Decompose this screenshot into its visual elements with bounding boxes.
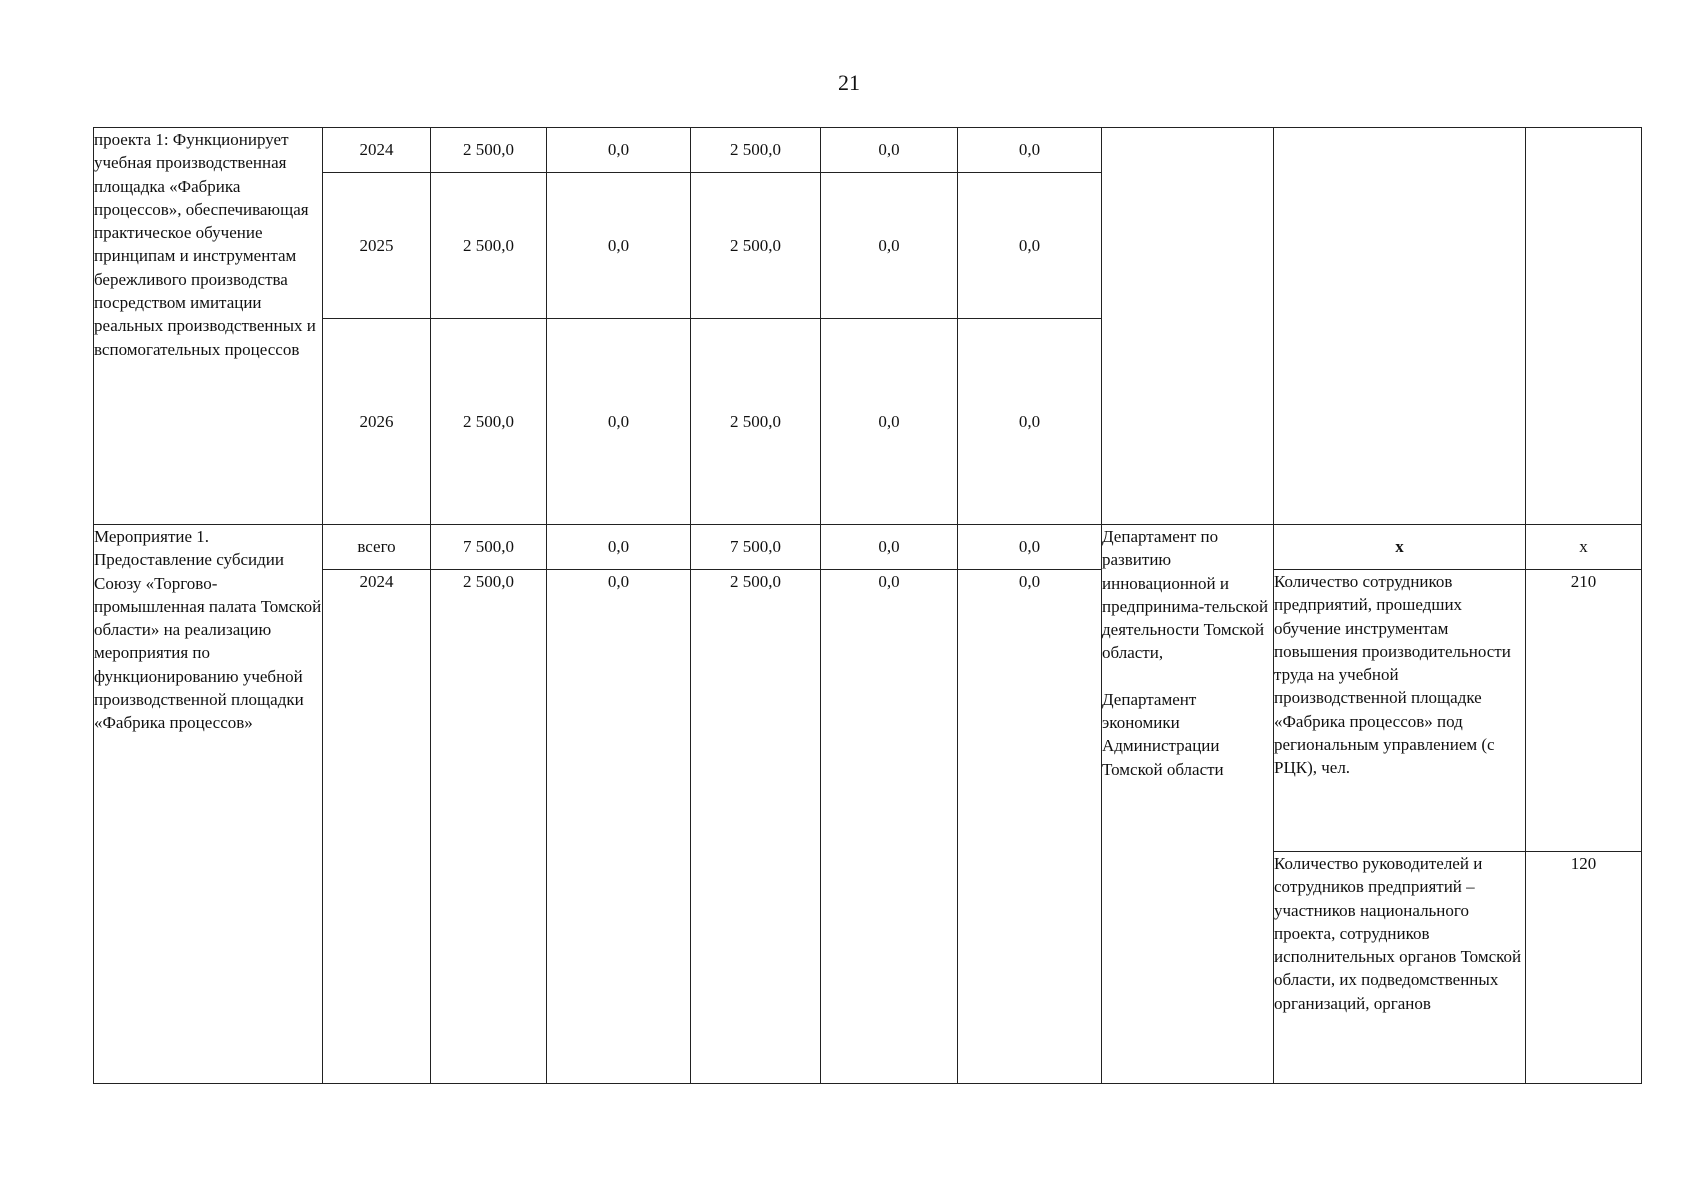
- year-cell: всего: [323, 525, 431, 570]
- total-indicator-value-cell: x: [1526, 525, 1642, 570]
- responsible-department-1: Департамент по развитию инновационной и предпринима-тельской деятельности Томской области,: [1102, 527, 1269, 663]
- year-cell: 2024: [323, 128, 431, 173]
- value-cell: 0,0: [958, 525, 1102, 570]
- value-cell: 0,0: [821, 128, 958, 173]
- project-description: проекта 1: Функционирует учебная производственная площадка «Фабрика процессов», обеспечивающая практическое обучение принципам и инструментам бережливого производства посредством имитации реальных производственных и вспомогательных процессов: [94, 130, 316, 359]
- empty-cell: [1526, 128, 1642, 525]
- value-cell: 2 500,0: [431, 319, 547, 525]
- value-cell: 0,0: [958, 570, 1102, 1084]
- value-cell: 0,0: [547, 173, 691, 319]
- value-cell: 7 500,0: [431, 525, 547, 570]
- value-cell: 0,0: [547, 525, 691, 570]
- value-cell: 0,0: [958, 319, 1102, 525]
- value-cell: 0,0: [547, 570, 691, 1084]
- year-cell: 2025: [323, 173, 431, 319]
- table-row: [94, 570, 1642, 852]
- empty-cell: [1274, 128, 1526, 525]
- value-cell: 2 500,0: [691, 319, 821, 525]
- year-cell: 2026: [323, 319, 431, 525]
- value-cell: 2 500,0: [691, 173, 821, 319]
- value-cell: 7 500,0: [691, 525, 821, 570]
- value-cell: 0,0: [821, 570, 958, 1084]
- indicator-name-cell: Количество руководителей и сотрудников предприятий – участников национального проекта, сотрудников исполнительных органов Томской области, их подведомственных организаций, органов: [1274, 852, 1526, 1084]
- value-cell: 2 500,0: [431, 128, 547, 173]
- measure-description: Мероприятие 1. Предоставление субсидии Союзу «Торгово-промышленная палата Томской области» на реализацию мероприятия по функционированию учебной производственной площадки «Фабрика процессов»: [94, 527, 322, 733]
- measure-description-cell: [94, 525, 323, 1084]
- value-cell: 0,0: [821, 525, 958, 570]
- responsible-department-2: Департамент экономики Администрации Томской области: [1102, 689, 1224, 779]
- responsible-departments-cell: [1102, 525, 1274, 1084]
- budget-table: [93, 127, 1642, 1084]
- value-cell: 0,0: [821, 319, 958, 525]
- indicator-name-cell: Количество сотрудников предприятий, прошедших обучение инструментам повышения производительности труда на учебной производственной площадке «Фабрика процессов» под региональным управлением (с РЦК), чел.: [1274, 570, 1526, 852]
- table-row: [94, 128, 1642, 173]
- page-number: 21: [838, 70, 860, 95]
- indicator-value-cell: 210: [1526, 570, 1642, 852]
- project-description-cell: [94, 128, 323, 525]
- value-cell: 0,0: [958, 128, 1102, 173]
- year-cell: 2024: [323, 570, 431, 1084]
- value-cell: 2 500,0: [691, 128, 821, 173]
- table-row: [94, 525, 1642, 570]
- indicator-value-cell: 120: [1526, 852, 1642, 1084]
- empty-cell: [1102, 128, 1274, 525]
- value-cell: 0,0: [821, 173, 958, 319]
- value-cell: 2 500,0: [691, 570, 821, 1084]
- value-cell: 0,0: [547, 128, 691, 173]
- value-cell: 0,0: [547, 319, 691, 525]
- value-cell: 0,0: [958, 173, 1102, 319]
- total-indicator-cell: x: [1274, 525, 1526, 570]
- value-cell: 2 500,0: [431, 173, 547, 319]
- value-cell: 2 500,0: [431, 570, 547, 1084]
